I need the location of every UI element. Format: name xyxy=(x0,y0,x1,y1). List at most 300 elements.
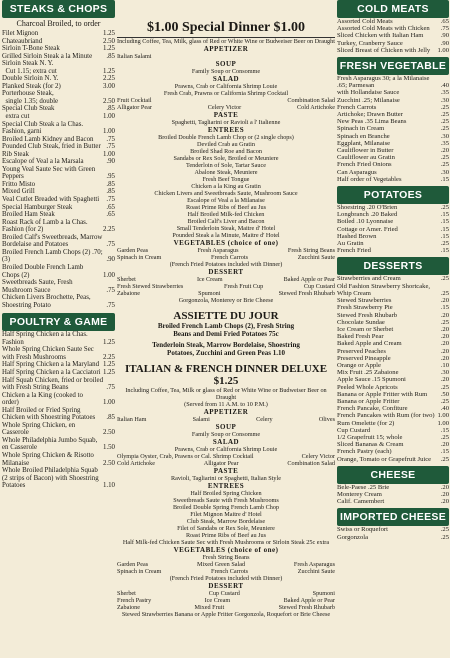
menu-item-name: Roast Rack of Lamb a la Chas. Fashion (for 2) xyxy=(2,218,90,234)
menu-item-name: Boiled .10 Lyonnaise xyxy=(337,218,394,226)
menu-item xyxy=(337,247,449,254)
entree-item: Fresh Beef Tongue xyxy=(202,176,250,183)
menu-item-name: Bele-Paese .25 Brie xyxy=(337,483,390,491)
menu-item-price: .25 xyxy=(440,154,449,162)
menu-item-name: Pounded Club Steak, fried in Butter xyxy=(2,143,101,151)
menu-item xyxy=(2,294,115,309)
menu-item-price: .75 xyxy=(106,384,115,392)
menu-item xyxy=(2,234,115,249)
menu-item-price: 1.25 xyxy=(102,338,115,346)
menu-item-name: Preserved Pineapple xyxy=(337,354,391,362)
entree-item: Filet Mignon Maitre d' Hotel xyxy=(190,511,262,518)
menu-item xyxy=(337,40,449,47)
menu-item xyxy=(337,176,449,183)
menu-item-name: Rum Omelette (for 2) xyxy=(337,419,395,427)
menu-item-name: Double Sirloin N. Y. xyxy=(2,75,59,83)
menu-item-name: Grilled Sirloin Steak a la Minute xyxy=(2,52,93,60)
menu-item xyxy=(337,89,449,96)
menu-item-name: Gorgonzola xyxy=(337,533,369,541)
menu-item-name: French Pancake, Confiture xyxy=(337,405,408,413)
menu-item-name: Turkey, Cranberry Sauce xyxy=(337,39,403,47)
menu-item-name: Broiled French Lamb Chops (2) .70; (3) xyxy=(2,248,105,264)
entree-item: Filet of Sandabs or Rex Sole, Meuniere xyxy=(177,525,275,532)
special-dinner-includes: Including Coffee, Tea, Milk, glass of Red or White Wine or Budweiser Beer on Draught xyxy=(117,38,335,45)
menu-item-price: .20 xyxy=(440,325,449,333)
menu-item-price: .75 xyxy=(106,135,115,143)
menu-item xyxy=(2,392,115,407)
menu-item-name: Half order of Vegetables xyxy=(337,175,402,183)
menu-item-name: Cauliflower in Butter xyxy=(337,147,394,155)
menu-item-name: Cup Custard xyxy=(337,426,371,434)
menu-item-name: Au Gratin xyxy=(337,240,364,248)
menu-item xyxy=(337,391,449,398)
menu-item-price: .90 xyxy=(106,256,115,264)
right-column xyxy=(337,0,449,541)
menu-item xyxy=(2,377,115,392)
desserts-list xyxy=(337,275,449,462)
entree-item: Chicken a la King au Gratin xyxy=(191,183,261,190)
entree-item: Sweetbreads Saute with Fresh Mushrooms xyxy=(173,497,279,504)
steaks-chops-subtitle: Charcoal Broiled, to order xyxy=(16,19,101,28)
menu-item-price: .40 xyxy=(440,405,449,413)
menu-item-name: Planked Steak (for 2) xyxy=(2,82,61,90)
menu-item-name: French Carrots xyxy=(337,103,377,111)
menu-item-price: .10 xyxy=(440,361,449,369)
menu-item-price: .20 xyxy=(440,297,449,305)
menu-item xyxy=(337,125,449,132)
menu-item-name: single 1.35; double xyxy=(2,97,59,105)
menu-item-price: .15 xyxy=(440,426,449,434)
menu-item xyxy=(337,97,449,104)
menu-item-price: .40 xyxy=(440,82,449,90)
menu-item-name: Broiled Double French Lamb Chops (2) xyxy=(2,263,86,279)
middle-column: $1.00 Special Dinner $1.00 Including Coffee, Tea, Milk, glass of Red or White Wine or Budweiser Beer on Draught APPETIZER Italian Salami SOUP Family Soup or Consomme SALAD Prawns, Crab or California Shrimp Louie Fresh Crab, Prawns or California Shrimp Cocktail Fruit Cocktail Combination Salad Alligator Pear Celery Victor Cold Artichoke PASTE Spaghetti, Tagliarini or Ravioli a l' Italienne ENTREES Broiled Double French Lamb Chop or (2 single chops) Deviled Crab au Gratin Broiled Shad Roe and Bacon Sandabs or Rex Sole, Broiled or Meuniere Tenderloin of Sole, Tartar Sauce Abalone Steak, Meuniere Fresh Beef Tongue Chicken a la King au Gratin Chicken Livers and Sweetbreads Saute, Mushroom Sauce Escalope of Veal a la Milanaise Roast Prime Ribs of Beef au Jus Half Broiled Milk-fed Chicken Broiled Calf's Liver and Bacon Small Tenderloin Steak, Maitre d' Hotel Pounded Steak a la Minute, Maitre d' Hotel VEGETABLES (choice of one) Garden Peas Fresh Asparagus Fresh String Beans Spinach in Cream French Carrots Zucchini Saute (French Fried Potatoes included with Dinner) DESSERT Sherbet Ice Cream Baked Apple or Pear Fresh Stewed Strawberries Fresh Fruit Cup Cup Custard Zabaione Spumoni Stewed Fresh Rhubarb Gorgonzola, Monterey or Brie Cheese ASSIETTE DU JOUR Broiled French Lamb Chops (2), Fresh String Beans and Demi Fried Potatoes 75c Tenderloin Steak, Marrow Bordelaise, Shoestring Potatoes, Zucchini and Green Peas 1.10 ITALIAN & FRENCH DINNER DELUXE $1.25 Including Coffee, Tea, Milk or glass of Red or White Wine or Budweiser Beer on Draught (Served from 11 A.M. to 10 P.M.) APPETIZER Italian Ham Salami Celery Olives SOUP Family Soup or Consomme SALAD Prawns, Crab or California Shrimp Louie Olympia Oyster, Crab, Prawns or Cal. Shrimp Cocktail Celery Victor Cold Artichoke Alligator Pear Combination Salad PASTE Ravioli, Tagliarini or Spaghetti, Italian Style ENTREES Half Broiled Spring Chicken Sweetbreads Saute with Fresh Mushrooms Broiled Double Spring French Lamb Chop Filet Mignon Maitre d' Hotel Club Steak, Marrow Bordelaise Filet of Sandabs or Rex Sole, Meuniere Roast Prime Ribs of Beef au Jus Half Milk-fed Chicken Saute Sec with Fresh Mushrooms or Sirloin Steak 25c extra VEGETABLES (choice of one) Fresh String Beans Garden Peas Mixed Green Salad Fresh Asparagus Spinach in Cream French Carrots Zucchini Saute (French Fried Potatoes included with Dinner) DESSERT Sherbet Cup Custard Spumoni French Pastry Ice Cream Baked Apple or Pear Zabaione Mixed Fruit Stewed Fresh Rhubarb Stewed Strawberries Banana or Apple Fritter Gorgonzola, Roquefort or Brie Cheese xyxy=(117,20,335,618)
menu-item xyxy=(337,498,449,505)
salad-label: SALAD xyxy=(212,75,240,83)
entree-item: Half Broiled Milk-fed Chicken xyxy=(187,211,265,218)
menu-item xyxy=(337,169,449,176)
menu-item-name: Porterhouse Steak, xyxy=(2,90,54,98)
entree-item: Small Tenderloin Steak, Maitre d' Hotel xyxy=(176,225,276,232)
menu-item xyxy=(2,331,115,346)
menu-item-name: French Pancakes with Rum (for two) xyxy=(337,412,435,420)
menu-item xyxy=(337,441,449,448)
steaks-chops-header: STEAKS & CHOPS xyxy=(2,0,115,18)
menu-item-name: Whole Philadelphia Jumbo Squab, en Casserole xyxy=(2,436,100,452)
menu-item xyxy=(337,534,449,541)
menu-item xyxy=(2,181,115,189)
menu-item-name: Half Spring Chicken a la Cacciatori xyxy=(2,368,101,376)
cheese-header: CHEESE xyxy=(337,466,449,484)
menu-item xyxy=(2,264,115,279)
menu-item-name: Chicken a la King (cooked to order) xyxy=(2,391,85,407)
menu-item-price: .30 xyxy=(440,132,449,140)
menu-item-price: .15 xyxy=(440,175,449,183)
entrees-list xyxy=(117,134,335,239)
menu-item-name: Filet Mignon xyxy=(2,30,39,37)
cold-meats-header: COLD MEATS xyxy=(337,0,449,18)
paste-label: PASTE xyxy=(213,111,239,119)
menu-item-name: Cottage or Amer. Fried xyxy=(337,225,398,233)
menu-item-price: .25 xyxy=(440,161,449,169)
menu-item-price: .20 xyxy=(440,333,449,341)
menu-item-price: .75 xyxy=(106,241,115,249)
menu-item-name: Sirloin Steak N. Y. xyxy=(2,60,54,68)
menu-item-name: Monterey Cream xyxy=(337,490,382,498)
menu-item-price: .25 xyxy=(440,318,449,326)
menu-item-price: .15 xyxy=(440,448,449,456)
menu-item-price: .15 xyxy=(440,225,449,233)
menu-item-name: Orange, Tomato or Grapefruit Juice xyxy=(337,455,432,463)
menu-item-price: .25 xyxy=(440,125,449,133)
menu-item xyxy=(337,283,449,297)
menu-item-price: 1.25 xyxy=(102,361,115,369)
menu-item-price: .90 xyxy=(440,32,449,40)
menu-item-price: .25 xyxy=(440,289,449,297)
menu-item-price: 2.25 xyxy=(102,353,115,361)
menu-item-name: Longbranch .20 Baked xyxy=(337,211,398,219)
menu-item xyxy=(337,161,449,168)
menu-item xyxy=(2,90,115,98)
poultry-game-header: POULTRY & GAME xyxy=(2,313,115,331)
entrees-label: ENTREES xyxy=(207,126,245,134)
menu-item xyxy=(2,407,115,422)
menu-item-name: with Hollandaise Sauce xyxy=(337,89,400,97)
menu-item-name: Escalope of Veal a la Marsala xyxy=(2,158,84,166)
menu-item-name: Whole Spring Chicken Saute Sec with Fresh Mushrooms xyxy=(2,346,96,361)
assiette-title: ASSIETTE DU JOUR xyxy=(173,310,279,322)
menu-item-price: .50 xyxy=(440,390,449,398)
menu-item-name: Chateaubriand xyxy=(2,37,43,45)
menu-item xyxy=(2,121,115,136)
menu-item-price: .25 xyxy=(440,526,449,534)
menu-item-price: .20 xyxy=(440,347,449,355)
menu-item-name: Shoestring .20 O'Brien xyxy=(337,204,398,212)
menu-item-price: .20 xyxy=(440,483,449,491)
menu-item-price: .25 xyxy=(440,275,449,283)
menu-item-price: .25 xyxy=(440,383,449,391)
menu-item-name: French Fried xyxy=(337,247,371,255)
menu-item xyxy=(2,105,115,113)
entree-item: Half Milk-fed Chicken Saute Sec with Fresh Mushrooms or Sirloin Steak 25c extra xyxy=(122,539,330,546)
menu-item-name: Special Club Steak a la Chas. Fashion, garni xyxy=(2,120,85,136)
menu-item-name: Sirloin T-Bone Steak xyxy=(2,45,60,53)
menu-item xyxy=(2,53,115,61)
cold-meats-list xyxy=(337,18,449,54)
menu-item xyxy=(337,333,449,340)
menu-item-name: Artichoke; Drawn Butter xyxy=(337,111,403,119)
menu-item-name: Mix Fruit .25 Zabaione xyxy=(337,369,399,377)
menu-item xyxy=(337,384,449,391)
menu-item-price: .20 xyxy=(440,441,449,449)
entree-item: Half Broiled Spring Chicken xyxy=(190,490,262,497)
menu-item-price: .65 xyxy=(106,203,115,211)
menu-item-price: .95 xyxy=(106,173,115,181)
menu-item-price: 1.00 xyxy=(102,113,115,121)
menu-item-price: .25 xyxy=(440,103,449,111)
menu-item-name: Ice Cream or Sherbet xyxy=(337,325,394,333)
menu-item-price: 1.25 xyxy=(102,67,115,75)
menu-item xyxy=(337,456,449,463)
menu-item-name: Strawberries and Cream xyxy=(337,275,401,283)
menu-item-name: Whole Spring Chicken & Risotto Milanaise xyxy=(2,451,96,467)
menu-item-price: .20 xyxy=(440,354,449,362)
menu-item xyxy=(2,45,115,53)
menu-item xyxy=(337,312,449,319)
menu-item xyxy=(337,348,449,355)
menu-item xyxy=(2,467,115,490)
menu-item-name: Baked Fresh Pear xyxy=(337,333,384,341)
steaks-list xyxy=(2,30,115,309)
menu-item xyxy=(337,240,449,247)
menu-item xyxy=(337,355,449,362)
menu-item-name: Can Asparagus xyxy=(337,168,377,176)
menu-item-name: Orange or Apple xyxy=(337,361,381,369)
menu-item-price: .20 xyxy=(440,311,449,319)
menu-item xyxy=(2,204,115,212)
menu-item xyxy=(2,279,115,294)
menu-item-price: .25 xyxy=(440,433,449,441)
left-column xyxy=(2,0,115,490)
menu-item-name: Stewed Fresh Rhubarb xyxy=(337,311,398,319)
menu-item-price: .20 xyxy=(440,490,449,498)
menu-item-name: Old Fashion Strawberry Shortcake, Whip Cream xyxy=(337,282,432,297)
menu-item-name: Sliced Bananas & Cream xyxy=(337,441,404,449)
menu-item-name: Mixed Grill xyxy=(2,188,35,196)
menu-item-price: .65 xyxy=(440,18,449,25)
menu-item-name: New Peas .35 Lima Beans xyxy=(337,118,407,126)
soup-label: SOUP xyxy=(215,60,237,68)
menu-item-name: Assorted Cold Meats with Chicken xyxy=(337,25,430,33)
menu-item-name: Half Broiled or Fried Spring Chicken with Shoestring Potatoes xyxy=(2,406,96,422)
menu-item-name: Sliced Breast of Chicken with Jelly xyxy=(337,46,431,54)
dessert-label: DESSERT xyxy=(208,268,244,276)
entree-item: Broiled Shad Roe and Bacon xyxy=(190,148,262,155)
menu-item xyxy=(337,398,449,405)
menu-item-price: .85 xyxy=(106,414,115,422)
menu-item-price: .20 xyxy=(440,376,449,384)
poultry-list xyxy=(2,331,115,489)
menu-item-name: Broiled Ham Steak xyxy=(2,211,55,219)
menu-item xyxy=(2,68,115,76)
menu-item xyxy=(337,526,449,533)
menu-item xyxy=(2,30,115,38)
menu-item-price: .85 xyxy=(106,188,115,196)
menu-item-price: .20 xyxy=(440,147,449,155)
potatoes-header: POTATOES xyxy=(337,186,449,204)
menu-item xyxy=(337,420,449,427)
menu-item-name: Sweetbreads Saute, Fresh Mushroom Sauce xyxy=(2,279,75,294)
menu-item xyxy=(2,83,115,91)
entree-item: Broiled Double French Lamb Chop or (2 single chops) xyxy=(158,134,294,141)
menu-item-name: Whole Spring Chicken, en Casserole xyxy=(2,421,77,437)
menu-item-name: Half Spring Chicken a la Maryland xyxy=(2,361,100,369)
menu-item xyxy=(337,226,449,233)
menu-item xyxy=(337,340,449,347)
italian-french-title: ITALIAN & FRENCH DINNER DELUXE $1.25 xyxy=(124,363,328,387)
entree-item: Tenderloin of Sole, Tartar Sauce xyxy=(186,162,266,169)
menu-item-name: Preserved Peaches xyxy=(337,347,386,355)
menu-item-name: 1/2 Grapefruit 15; whole xyxy=(337,433,403,441)
menu-item-name: Fresh Asparagus 30; a la Milanaise .65; Parmesan xyxy=(337,75,432,90)
menu-item-price: .15 xyxy=(440,211,449,219)
menu-item xyxy=(337,133,449,140)
menu-item xyxy=(337,104,449,111)
menu-item xyxy=(337,211,449,218)
menu-item-price: 1.00 xyxy=(102,128,115,136)
menu-item-price: .20 xyxy=(440,498,449,506)
deluxe-entrees-list xyxy=(117,490,335,546)
menu-item xyxy=(2,113,115,121)
menu-item-name: Sliced Chicken with Italian Ham xyxy=(337,32,424,40)
menu-item-name: Stewed Strawberries xyxy=(337,297,392,305)
entree-item: Broiled Double Spring French Lamb Chop xyxy=(172,504,280,511)
menu-item-name: Banana or Apple Fritter xyxy=(337,397,400,405)
menu-item xyxy=(337,297,449,304)
menu-item-price: .85 xyxy=(106,105,115,113)
appetizer-label: APPETIZER xyxy=(203,45,249,53)
menu-item-price: .15 xyxy=(440,218,449,226)
menu-item-name: Half Squab Chicken, fried or broiled with Fresh String Beans xyxy=(2,376,105,392)
menu-item-price: 1.00 xyxy=(102,399,115,407)
menu-item-name: Calif. Camembert xyxy=(337,498,385,506)
menu-item xyxy=(2,75,115,83)
menu-item-price: .20 xyxy=(440,340,449,348)
entree-item: Sandabs or Rex Sole, Broiled or Meuniere xyxy=(173,155,279,162)
menu-item-name: Eggplant, Milanaise xyxy=(337,139,391,147)
menu-item-price: .25 xyxy=(440,111,449,119)
menu-item xyxy=(2,249,115,264)
menu-item-price: 2.50 xyxy=(102,97,115,105)
menu-item-name: Chicken Livers Brochette, Peas, Shoestring Potato xyxy=(2,294,93,309)
menu-item xyxy=(337,326,449,333)
imported-cheese-list xyxy=(337,526,449,540)
menu-item-price: .15 xyxy=(440,304,449,312)
menu-item-name: Swiss or Roquefort xyxy=(337,526,388,534)
vegetable-list xyxy=(337,75,449,183)
menu-item-name: Banana or Apple Fritter with Rum xyxy=(337,390,428,398)
appetizer-items: Italian Salami xyxy=(117,53,152,60)
menu-item-name: Special Hamburger Steak xyxy=(2,203,73,211)
menu-item-price: 1.50 xyxy=(102,444,115,452)
menu-item-name: Peeled Whole Apricots xyxy=(337,383,398,391)
menu-item-price: .90 xyxy=(106,158,115,166)
menu-item-price: 2.50 xyxy=(102,459,115,467)
menu-item xyxy=(2,158,115,166)
menu-item-name: Spinach en Branche xyxy=(337,132,390,140)
menu-item-price: .25 xyxy=(440,455,449,463)
menu-item xyxy=(2,136,115,144)
menu-item xyxy=(337,448,449,455)
menu-item-name: Special Club Steak xyxy=(2,105,55,113)
menu-item-name: Apple Sauce .15 Spumoni xyxy=(337,376,406,384)
menu-item-name: Spinach in Cream xyxy=(337,125,385,133)
menu-item-price: .75 xyxy=(106,286,115,294)
menu-item xyxy=(337,491,449,498)
menu-item xyxy=(337,304,449,311)
menu-item-price: .85 xyxy=(106,52,115,60)
menu-item-name: Veal Cutlet Breaded with Spaghetti xyxy=(2,196,100,204)
menu-item-name: Fritto Misto xyxy=(2,180,36,188)
menu-item xyxy=(337,147,449,154)
menu-item-price: 1.00 xyxy=(437,46,449,54)
menu-item xyxy=(337,484,449,491)
imported-cheese-header: IMPORTED CHEESE xyxy=(337,508,449,526)
menu-item-name: Chocolate Sundae xyxy=(337,318,385,326)
menu-item-price: .30 xyxy=(440,369,449,377)
menu-item-price: .30 xyxy=(440,96,449,104)
menu-item xyxy=(337,218,449,225)
entree-item: Deviled Crab au Gratin xyxy=(197,141,255,148)
menu-item xyxy=(2,98,115,106)
menu-item-price: 1.25 xyxy=(102,45,115,53)
menu-item-price: .15 xyxy=(440,232,449,240)
menu-item-price: .35 xyxy=(440,139,449,147)
menu-item xyxy=(337,25,449,32)
menu-item xyxy=(2,143,115,151)
menu-item-name: Hashed Brown xyxy=(337,232,377,240)
menu-item-name: French Pastry (each) xyxy=(337,448,392,456)
menu-item xyxy=(337,204,449,211)
menu-item-price: .25 xyxy=(440,204,449,212)
desserts-header: DESSERTS xyxy=(337,257,449,275)
entree-item: Chicken Livers and Sweetbreads Saute, Mushroom Sauce xyxy=(154,190,298,197)
menu-item-price: 1.00 xyxy=(102,150,115,158)
entree-item: Roast Prime Ribs of Beef au Jus xyxy=(185,204,267,211)
menu-item xyxy=(337,362,449,369)
menu-item-name: Whole Broiled Philadelphia Squab (2 strips of Bacon) with Shoestring Potatoes xyxy=(2,467,101,490)
menu-item-name: Broiled Lamb Kidney and Bacon xyxy=(2,135,94,143)
menu-item xyxy=(2,151,115,159)
menu-item-price: 1.00 xyxy=(437,419,449,427)
menu-item-price: .30 xyxy=(440,168,449,176)
menu-item xyxy=(2,38,115,46)
menu-item-name: extra cut xyxy=(2,113,30,121)
menu-item-name: Rib Steak xyxy=(2,150,29,158)
menu-item xyxy=(337,369,449,376)
menu-item-price: .25 xyxy=(440,240,449,248)
menu-item xyxy=(337,154,449,161)
fresh-vegetable-header: FRESH VEGETABLE xyxy=(337,57,449,75)
menu-item-price: 1.00 xyxy=(437,412,449,420)
entree-item: Escalope of Veal a la Milanaise xyxy=(187,197,265,204)
menu-item-price: .75 xyxy=(440,25,449,33)
cheese-list xyxy=(337,484,449,506)
menu-item-price: 2.50 xyxy=(102,429,115,437)
menu-item xyxy=(2,188,115,196)
menu-item-price: .90 xyxy=(440,39,449,47)
menu-item xyxy=(337,18,449,25)
menu-item xyxy=(337,275,449,282)
entree-item: Club Steak, Marrow Bordelaise xyxy=(186,518,266,525)
menu-item xyxy=(2,346,115,361)
menu-item xyxy=(337,319,449,326)
entree-item: Pounded Steak a la Minute, Maitre d' Hotel xyxy=(172,232,280,239)
menu-item-name: Cauliflower au Gratin xyxy=(337,154,395,162)
menu-item-price: .25 xyxy=(440,118,449,126)
entree-item: Broiled Calf's Liver and Bacon xyxy=(187,218,265,225)
entree-item: Roast Prime Ribs of Beef au Jus xyxy=(185,532,267,539)
menu-item-price: .65 xyxy=(106,211,115,219)
menu-item-name: Zucchini .25; Milanaise xyxy=(337,96,400,104)
menu-item xyxy=(2,437,115,452)
menu-item xyxy=(2,211,115,219)
menu-item-price: .15 xyxy=(440,247,449,255)
menu-item-name: Cut 1.15; extra cut xyxy=(2,67,57,75)
menu-item xyxy=(2,422,115,437)
menu-item-price: 1.00 xyxy=(102,271,115,279)
menu-item xyxy=(337,32,449,39)
